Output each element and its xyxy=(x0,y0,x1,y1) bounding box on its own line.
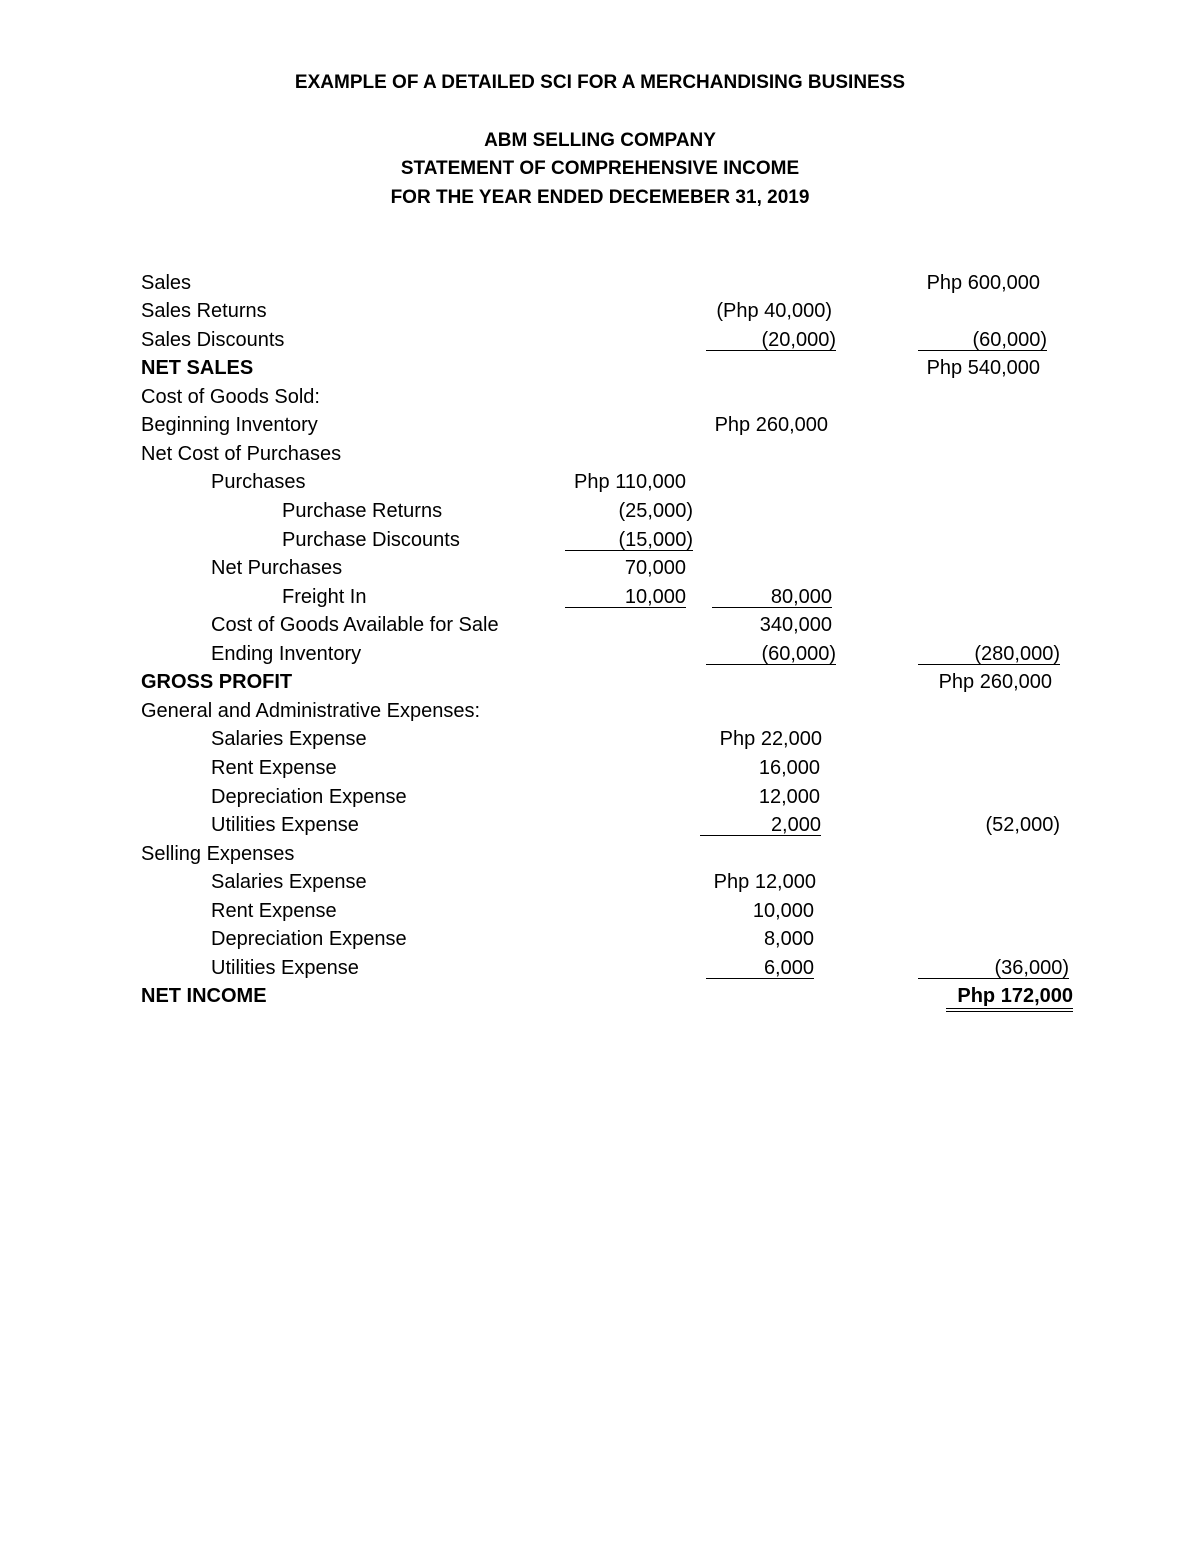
row-label: Salaries Expense xyxy=(211,871,367,893)
row-ga-expenses-heading xyxy=(0,697,1200,725)
row-purchase-returns xyxy=(0,497,1200,525)
row-sales-discounts xyxy=(0,326,1200,354)
row-label: Sales Returns xyxy=(141,300,267,322)
row-label: Salaries Expense xyxy=(211,728,367,750)
row-net-cost-purchases xyxy=(0,440,1200,468)
row-label: Net Cost of Purchases xyxy=(141,443,342,465)
amount-col2: 12,000 xyxy=(758,786,820,808)
row-sell-salaries xyxy=(0,868,1200,896)
row-net-sales xyxy=(0,354,1200,382)
amount-col3: (280,000) xyxy=(918,640,1060,665)
amount-col3: Php 260,000 xyxy=(938,671,1052,693)
row-label: Net Purchases xyxy=(211,557,343,579)
row-label: Cost of Goods Sold: xyxy=(141,386,320,408)
amount-col3: (52,000) xyxy=(985,814,1060,836)
row-sell-rent xyxy=(0,897,1200,925)
row-label: Rent Expense xyxy=(211,757,337,779)
row-label: General and Administrative Expenses: xyxy=(141,700,481,722)
row-label: Utilities Expense xyxy=(211,957,359,979)
row-label: Selling Expenses xyxy=(141,843,295,865)
row-sales xyxy=(0,269,1200,297)
row-ga-salaries xyxy=(0,725,1200,753)
row-label: Purchases xyxy=(211,471,306,493)
row-net-purchases xyxy=(0,554,1200,582)
amount-col3: Php 540,000 xyxy=(926,357,1040,379)
amount-col2: 16,000 xyxy=(758,757,820,779)
amount-col1: (25,000) xyxy=(618,500,693,522)
amount-col2: (Php 40,000) xyxy=(716,300,832,322)
amount-col2: 8,000 xyxy=(763,928,814,950)
row-label: Rent Expense xyxy=(211,900,337,922)
row-purchase-discounts xyxy=(0,526,1200,554)
amount-col2: 10,000 xyxy=(752,900,814,922)
row-selling-expenses-heading xyxy=(0,840,1200,868)
row-ga-depreciation xyxy=(0,783,1200,811)
row-cogs-available xyxy=(0,611,1200,639)
row-label: NET INCOME xyxy=(141,985,267,1007)
row-label: Ending Inventory xyxy=(211,643,362,665)
row-ga-utilities xyxy=(0,811,1200,839)
row-label: Beginning Inventory xyxy=(141,414,318,436)
row-label: Freight In xyxy=(282,586,367,608)
row-ga-rent xyxy=(0,754,1200,782)
amount-col2: Php 12,000 xyxy=(713,871,816,893)
row-label: GROSS PROFIT xyxy=(141,671,293,693)
statement-period: FOR THE YEAR ENDED DECEMEBER 31, 2019 xyxy=(390,187,810,208)
row-label: Purchase Discounts xyxy=(282,529,460,551)
amount-col1: (15,000) xyxy=(565,526,693,551)
row-beginning-inventory xyxy=(0,411,1200,439)
amount-col1: Php 110,000 xyxy=(574,471,686,493)
amount-col1: 70,000 xyxy=(624,557,686,579)
amount-col2: 340,000 xyxy=(759,614,832,636)
row-label: Sales Discounts xyxy=(141,329,285,351)
row-ending-inventory xyxy=(0,640,1200,668)
amount-col3: Php 172,000 xyxy=(946,982,1073,1012)
amount-col2: Php 22,000 xyxy=(719,728,822,750)
row-label: Cost of Goods Available for Sale xyxy=(211,614,499,636)
document-title: EXAMPLE OF A DETAILED SCI FOR A MERCHANDISING BUSINESS xyxy=(294,72,906,93)
amount-col2: (60,000) xyxy=(706,640,836,665)
row-cogs-heading xyxy=(0,383,1200,411)
company-name: ABM SELLING COMPANY xyxy=(484,130,716,151)
amount-col3: (36,000) xyxy=(918,954,1069,979)
row-freight-in xyxy=(0,583,1200,611)
amount-col2: Php 260,000 xyxy=(714,414,828,436)
row-label: Utilities Expense xyxy=(211,814,359,836)
amount-col3: Php 600,000 xyxy=(926,272,1040,294)
row-net-income xyxy=(0,982,1200,1010)
row-purchases xyxy=(0,468,1200,496)
row-sell-depreciation xyxy=(0,925,1200,953)
amount-col2: 2,000 xyxy=(700,811,821,836)
statement-title: STATEMENT OF COMPREHENSIVE INCOME xyxy=(400,158,800,179)
amount-col1: 10,000 xyxy=(565,583,686,608)
row-sales-returns xyxy=(0,297,1200,325)
row-sell-utilities xyxy=(0,954,1200,982)
row-label: Depreciation Expense xyxy=(211,786,407,808)
row-label: Sales xyxy=(141,272,192,294)
row-label: NET SALES xyxy=(141,357,254,379)
amount-col2: (20,000) xyxy=(706,326,836,351)
amount-col3: (60,000) xyxy=(918,326,1047,351)
row-label: Depreciation Expense xyxy=(211,928,407,950)
amount-col2: 80,000 xyxy=(712,583,832,608)
row-label: Purchase Returns xyxy=(282,500,443,522)
amount-col2: 6,000 xyxy=(706,954,814,979)
row-gross-profit xyxy=(0,668,1200,696)
